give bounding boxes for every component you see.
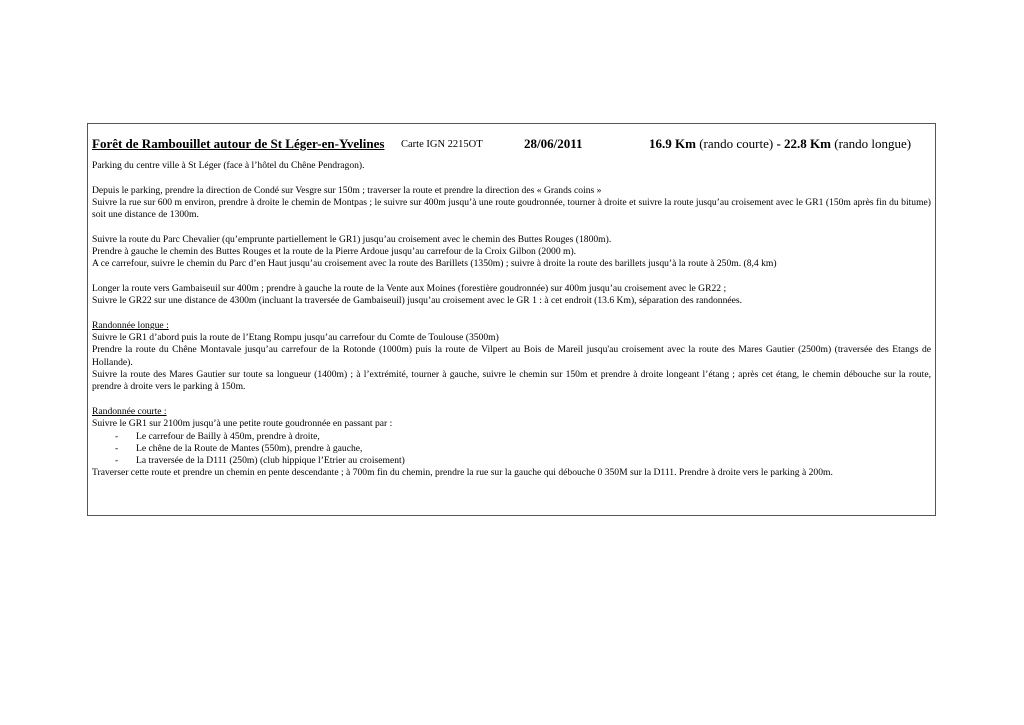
section2-line: Prendre à gauche le chemin des Buttes Rouges et la route de la Pierre Ardoue jusqu’au carrefour de la Croix Gilbon (2000 m). <box>92 246 577 258</box>
section3-line: Suivre le GR22 sur une distance de 4300m (incluant la traversée de Gambaiseuil) jusqu’au croisement avec le GR 1 : à cet endroit (13.6 Km), séparation des randonnées. <box>92 295 743 307</box>
rando-longue-line: Prendre la route du Chêne Montavale jusqu’au carrefour de la Rotonde (1000m) puis la route de Vilpert au Bois de Mareil jusqu'au croisement avec la route des Mares Gautier (2500m) (traversée des Etangs de Hollande). <box>92 344 931 368</box>
list-item-text: Le chêne de la Route de Mantes (550m), prendre à gauche, <box>136 442 363 454</box>
bullet-dash: - <box>115 430 119 442</box>
distance-long-label: (rando longue) <box>831 136 912 151</box>
rando-longue-line: Suivre la route des Mares Gautier sur toute sa longueur (1400m) ; à l’extrémité, tourner à gauche, suivre le chemin sur 150m et prendre à droite longeant l’étang ; après cet étang, le chemin débouche sur la route, prendre à droite vers le parking à 150m. <box>92 369 931 393</box>
list-item-text: La traversée de la D111 (250m) (club hippique l’Etrier au croisement) <box>136 455 405 467</box>
rando-courte-intro: Suivre le GR1 sur 2100m jusqu’à une petite route goudronnée en passant par : <box>92 418 393 430</box>
list-item-text: Le carrefour de Bailly à 450m, prendre à droite, <box>136 430 320 442</box>
distance-short-label: (rando courte) <box>695 136 777 151</box>
document-header <box>92 136 931 154</box>
rando-courte-outro: Traverser cette route et prendre un chemin en pente descendante ; à 700m fin du chemin, prendre la rue sur la gauche qui débouche 0 350M sur la D111. Prendre à droite vers le parking à 200m. <box>92 467 833 479</box>
rando-longue-heading: Randonnée longue : <box>92 319 169 331</box>
distance-long-value: 22.8 Km <box>780 136 831 151</box>
bullet-dash: - <box>115 455 119 467</box>
section3-line: Longer la route vers Gambaiseuil sur 400m ; prendre à gauche la route de la Vente aux Moines (forestière goudronnée) sur 400m jusqu’au croisement avec le GR22 ; <box>92 282 727 294</box>
list-item <box>92 443 931 455</box>
spacer <box>92 308 931 320</box>
parking-paragraph: Parking du centre ville à St Léger (face à l’hôtel du Chêne Pendragon). <box>92 160 365 171</box>
section2-line: Suivre la route du Parc Chevalier (qu’emprunte partiellement le GR1) jusqu’au croisement avec le chemin des Buttes Rouges (1800m). <box>92 233 612 245</box>
distance-separator: - <box>776 136 781 151</box>
section1-line: Suivre la rue sur 600 m environ, prendre à droite le chemin de Montpas ; le suivre sur 400m jusqu’à une route goudronnée, tourner à droite et suivre la route jusqu’au croisement avec le GR1 (150m après fin du bitume) soit une distance de 1300m. <box>92 196 931 221</box>
page-title: Forêt de Rambouillet autour de St Léger-en-Yvelines <box>92 136 385 151</box>
spacer <box>92 271 931 283</box>
list-item <box>92 455 931 467</box>
bullet-dash: - <box>115 442 119 454</box>
document-frame <box>87 123 936 516</box>
list-item <box>92 431 931 443</box>
rando-courte-heading: Randonnée courte : <box>92 405 167 417</box>
section1-line: Depuis le parking, prendre la direction de Condé sur Vesgre sur 150m ; traverser la route et prendre la direction des « Grands coins » <box>92 184 602 196</box>
section2-line: A ce carrefour, suivre le chemin du Parc d’en Haut jusqu’au croisement avec la route des Barillets (1350m) ; suivre à droite la route des barillets jusqu’à la route à 250m. (8,4 km) <box>92 258 777 270</box>
document-body <box>92 160 931 480</box>
spacer <box>92 221 931 233</box>
hike-date: 28/06/2011 <box>524 136 583 151</box>
distance-summary <box>649 136 911 152</box>
rando-longue-line: Suivre le GR1 d’abord puis la route de l’Etang Rompu jusqu’au carrefour du Comte de Toulouse (3500m) <box>92 332 499 344</box>
map-reference: Carte IGN 2215OT <box>401 139 483 150</box>
distance-short-value: 16.9 Km <box>649 136 696 151</box>
spacer <box>92 394 931 406</box>
spacer <box>92 172 931 184</box>
